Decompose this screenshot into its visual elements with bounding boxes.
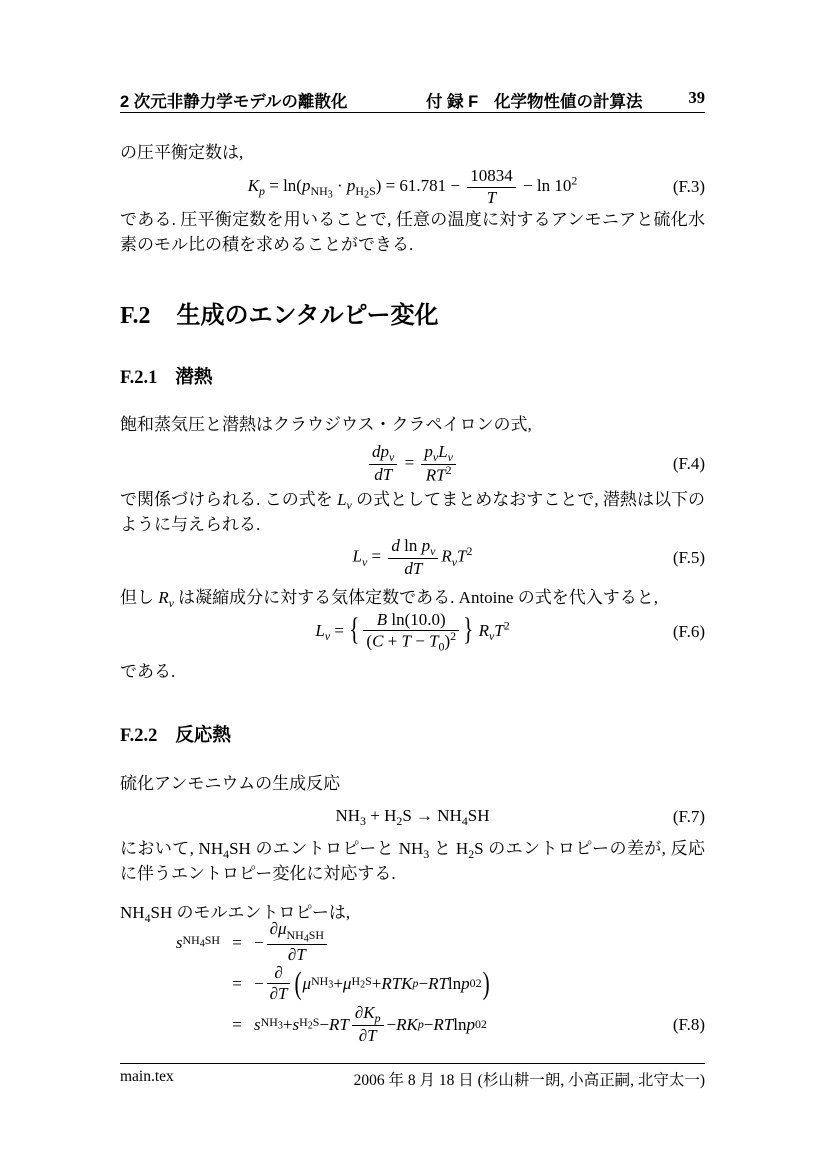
paragraph-dearu: である. bbox=[120, 662, 176, 681]
equation-f8-number: (F.8) bbox=[672, 1014, 705, 1034]
section-number: F.2 bbox=[120, 303, 151, 329]
paragraph-latent-heat-derivation: で関係づけられる. この式を $L_v$ の式としてまとめなおすことで, 潜熱は以下のように与えられる. bbox=[120, 490, 706, 535]
footer-filename: main.tex bbox=[120, 1068, 174, 1085]
equation-f6-number: (F.6) bbox=[672, 622, 705, 641]
paragraph-entropy-difference: において, $NH_4SH$ のエントロピーと $NH_3$ と $H_2S$ のエントロピーの差が, 反応に伴うエントロピー変化に対応する. bbox=[120, 839, 706, 884]
equation-f8-lhs: s $NH_4SH$ bbox=[175, 932, 220, 952]
equation-f4-number: (F.4) bbox=[672, 454, 705, 473]
equation-f6-body: $L_v$ = { $\frac{\text{B ln(10.0)}}{(C + T - T_0)^2}$ } $R_vT^2$ bbox=[315, 610, 510, 655]
equation-f8-row-1 bbox=[120, 919, 705, 965]
equation-f4-body: $\frac{dp_v}{dT}$ = $\frac{p_vL_v}{RT^2}$ bbox=[366, 442, 459, 486]
paragraph-gas-constant-antoine: 但し $R_v$ は凝縮成分に対する気体定数である. Antoine の式を代入すると, bbox=[120, 588, 658, 611]
equation-f5 bbox=[120, 534, 705, 582]
section-title: 生成のエンタルピー変化 bbox=[176, 302, 439, 329]
running-head-appendix-title: 化学物性値の計算法 bbox=[494, 93, 643, 111]
subsection-title: 潜熱 bbox=[175, 366, 213, 387]
equation-f3 bbox=[120, 163, 705, 211]
equation-f8-rhs-1: − $\frac{\partial\mu_{NH_4SH}}{\partial T}$ bbox=[254, 919, 330, 965]
section-heading-f2 bbox=[120, 295, 439, 330]
equation-f7-number: (F.7) bbox=[672, 807, 705, 826]
paragraph-equilibrium-usage: である. 圧平衡定数を用いることで, 任意の温度に対するアンモニアと硫化水素のモル比の積を求めることができる. bbox=[120, 210, 705, 254]
subsection-heading-f22 bbox=[120, 721, 231, 747]
equation-f8-row-3 bbox=[120, 1004, 705, 1045]
equation-f6 bbox=[120, 606, 705, 658]
equation-f7 bbox=[120, 805, 705, 829]
subsection-heading-f21 bbox=[120, 363, 212, 389]
equals-sign: = bbox=[232, 973, 242, 993]
equation-f5-body: $L_v$ = $\frac{d \ln p_v}{dT}$ $R_vT^2$ bbox=[352, 536, 473, 579]
footer-date-authors: 2006 年 8 月 18 日 (杉山耕一朗, 小高正嗣, 北守太一) bbox=[353, 1072, 705, 1089]
equals-sign: = bbox=[232, 1014, 242, 1034]
equation-f8-rhs-2: − $\frac{\partial}{\partial T}$ ( μ $NH_3$ + μ $H_2S$ + RTK p − RT ln p 0 2 ) bbox=[254, 962, 490, 1003]
equation-f4 bbox=[120, 440, 705, 488]
paragraph-equilibrium-intro: の圧平衡定数は, bbox=[120, 143, 244, 162]
page-number: 39 bbox=[688, 88, 705, 107]
equation-f3-body: $K_p = \ln(p_{NH_3} \cdot p_{H_2S}) = 61.781$ − $\frac{10834}{T}$ − $\ln 10^2$ bbox=[247, 166, 578, 207]
header-rule bbox=[120, 112, 705, 113]
footer-rule bbox=[120, 1063, 705, 1064]
paragraph-formation-reaction: 硫化アンモニウムの生成反応 bbox=[120, 774, 341, 793]
subsection-title: 反応熱 bbox=[175, 724, 231, 745]
paragraph-clausius-clapeyron: 飽和蒸気圧と潜熱はクラウジウス・クラペイロンの式, bbox=[120, 415, 532, 434]
equation-f8 bbox=[120, 919, 705, 1045]
equation-f7-body: $NH_3 + H_2S \to NH_4SH$ bbox=[335, 805, 490, 829]
running-head-doc-title: 2 次元非静力学モデルの離散化 bbox=[120, 93, 348, 111]
equation-f3-number: (F.3) bbox=[672, 177, 705, 196]
paragraph-molar-entropy-intro: $NH_4SH$ のモルエントロピーは, bbox=[120, 903, 351, 926]
equation-f8-row-2 bbox=[120, 963, 705, 1004]
subsection-number: F.2.1 bbox=[120, 368, 158, 388]
subsection-number: F.2.2 bbox=[120, 726, 158, 746]
equation-f8-rhs-3: s $NH_3$ + s $H_2S$ − RT $\frac{\partial K_p}{\partial T}$ − RK p − RT ln p 0 2 bbox=[254, 1002, 487, 1045]
running-head-appendix-label: 付 録 F bbox=[426, 93, 479, 111]
equals-sign: = bbox=[232, 932, 242, 952]
equation-f5-number: (F.5) bbox=[672, 548, 705, 567]
